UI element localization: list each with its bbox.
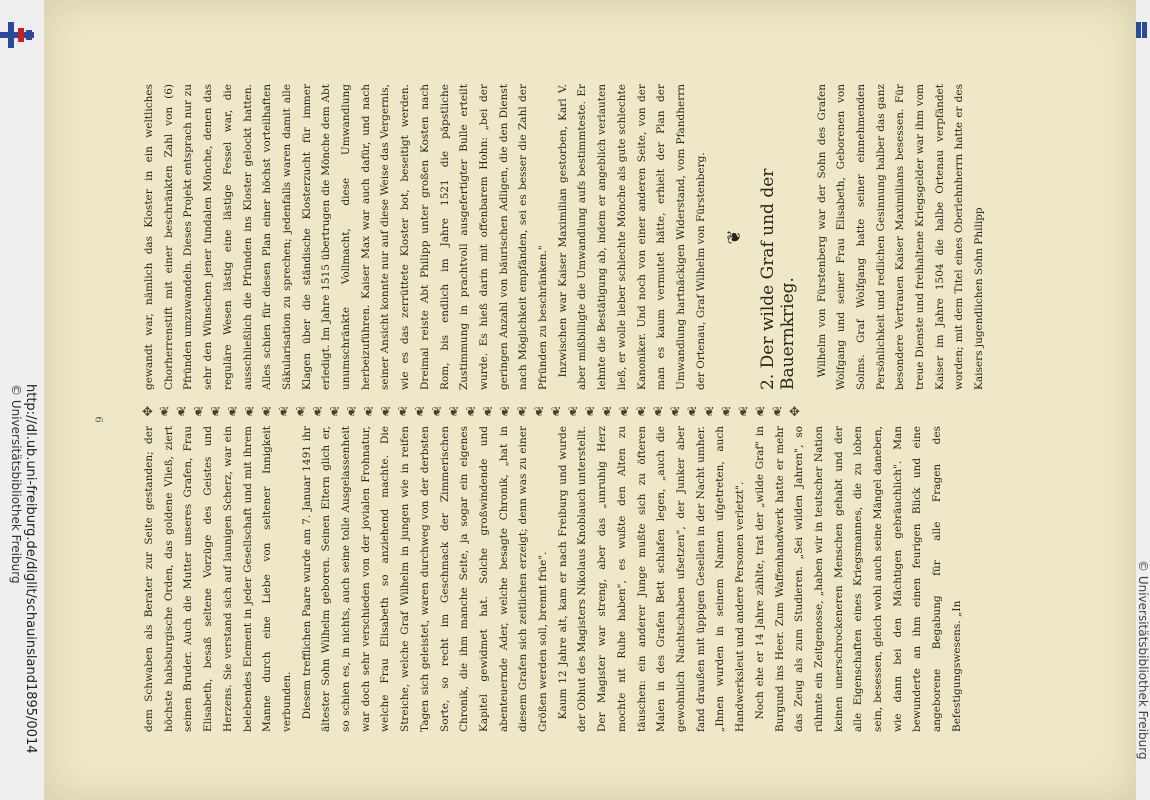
library-logo-icon xyxy=(0,20,34,50)
text-column-right xyxy=(140,426,968,732)
text-column-left xyxy=(140,84,990,390)
watermark-copyright: © Universitätsbibliothek Freiburg xyxy=(9,384,23,584)
ornamental-divider xyxy=(142,404,1027,420)
paragraph: Inzwischen war Kaiser Maximilian gestorben, Karl V. aber mißbilligte die Umwandlung aufs bestimmteste. Er lehnte die Bestätigung ab, indem er angeblich verlauten ließ, er wolle lieber schlechte Mönche als gute schlechte Kanoniker. Und noch von einer anderen Seite, von der man es kaum vermutet hätte, erhielt der Plan der Umwandlung hartnäckigen Widerstand, vom Pfandherrn der Ortenau, Graf Wilhelm von Fürstenberg. xyxy=(556,84,707,390)
paragraph: Diesem trefflichen Paare wurde am 7. Januar 1491 ihr ältester Sohn Wilhelm geboren. Seinen Eltern glich er, so schien es, in nichts, auch seine tolle Ausgelassenheit war doch sehr verschieden von der jovialen Frohnatur, welche Frau Elisabeth so anziehend machte. Die Streiche, welche Graf Wilhelm in jungen wie in reifen Tagen sich geleistet, waren durchweg von der derbsten Sorte, so recht im Geschmack der Zimmerischen Chronik, die ihm manche Seite, ja sogar ein eigenes Kapitel gewidmet hat. Solche großwindende und abenteuernde Ader, welche besagte Chronik, „hat in diesem Grafen sich zeitlichen erzeigt; denn was zu einer Größen werden soll, brennt früe". xyxy=(300,426,550,732)
watermark-url: http://dl.ub.uni-freiburg.de/diglit/schauinsland1895/0014 xyxy=(23,384,38,754)
paragraph: dem Schwaben als Berater zur Seite gestanden; der höchste habsburgische Orden, das goldene Vließ, ziert seinen Bruder. Auch die Mutter unseres Grafen, Frau Elisabeth, besaß seltene Vorzüge des Geistes und Herzens. Sie verstand sich auf launigen Scherz, war ein belebendes Element in jeder Gesellschaft und mit ihrem Manne durch eine Liebe von seltener Innigkeit verbunden. xyxy=(143,426,293,732)
page-number: 6 xyxy=(92,416,104,423)
section-heading: 2. Der wilde Graf und der Bauernkrieg. xyxy=(758,168,798,390)
paragraph: gewandt war, nämlich das Kloster in ein weltliches Chorherrenstift mit einer beschränkten Zahl von (6) Pfründen umzuwandeln. Dieses Projekt entsprach nur zu sehr den Wünschen jener fundalen Mönche, denen das reguläre Wesen lästig eine lästige Fessel war, die ausschließlich die Pfründen ins Kloster gelockt hatten. Alles schien für diesen Plan einer höchst vorteilhaften Säkularisation zu sprechen; jedenfalls waren damit alle Klagen über die ständische Klosterzucht für immer erledigt. Im Jahre 1515 übertrugen die Mönche dem Abt unumschränkte Vollmacht, diese Umwandlung herbeizuführen. Kaiser Max war auch dafür, und nach seiner Ansicht konnte nur auf diese Weise das Vergernis, wie es das zerrüttete Kloster bot, beseitigt werden. Dreimal reiste Abt Philipp unter großen Kosten nach Rom, bis endlich im Jahre 1521 die päpstliche Zustimmung in prachtvoll ausgefertigter Bulle erteilt wurde. Es hieß darin mit offenbarem Hohn: „bei der geringen Anzahl von bäurischen Adligen, die den Dienst nach Möglichkeit empfänden, sei es besser die Zahl der Pfründen zu beschränken." xyxy=(143,84,550,390)
page-left-area xyxy=(140,84,1010,390)
watermark-right-text: © Universitätsbibliothek Freiburg xyxy=(1136,560,1150,760)
page-right-area xyxy=(140,426,1010,732)
watermark-right xyxy=(1136,560,1150,800)
paragraph: Wilhelm von Fürstenberg war der Sohn des Grafen Wolfgang und seiner Frau Elisabeth, Geborenen von Solms. Graf Wolfgang hatte seiner einnehmenden Persönlichkeit und redlichen Gesinnung halber das ganz besondere Vertrauen Kaiser Maximilians besessen. Für treue Dienste und freihaltene Kriegsgelder war ihm vom Kaiser im Jahre 1504 die halbe Ortenau verpfändet worden; mit dem Titel eines Oberlehnherrn hatte er des Kaisers jugendlichen Sohn Philipp xyxy=(815,84,986,390)
library-logo-icon-right xyxy=(1136,20,1148,42)
ornament-icon: ❦ xyxy=(724,229,746,245)
watermark-left xyxy=(8,384,38,794)
paragraph: Noch ehe er 14 Jahre zählte, trat der „wilde Graf" in Burgund ins Heer. Zum Waffenhandwerk hatte er mehr das Zeug als zum Studieren. „Sei wilden Jahren", so rühmte ein Zeitgenosse, „haben wir in teutscher Nation keinen unerschrockeneren Menschen gehabt und der alle Eigenschaften eines Kriegsmannes, die zu loben sein, besessen, gleich wohl auch seine Mängel daneben, wie dann bei den Mächtigen gebräuchlich". Man bewunderte an ihm einen feurigen Blick und eine angeborene Begabung für alle Fragen des Befestigungswesens. „In xyxy=(753,426,963,732)
divider-ornament-icon: ✥ ❦ ❦ ❦ ❦ ❦ ❦ ❦ ❦ ❦ ❦ ❦ ❦ ❦ ❦ ❦ ❦ ❦ ❦ ❦ ❦ ❦ ❦ ❦ ❦ ❦ ❦ ❦ ❦ ❦ ❦ ❦ ❦ ❦ ❦ ❦ ❦ ❦ ✥ xyxy=(142,404,801,420)
paragraph: Kaum 12 Jahre alt, kam er nach Freiburg und wurde der Obhut des Magisters Nikolaus Knoblauch unterstellt. Der Magister war streng, aber das „unruhig Herz mochte nit Ruhe haben", es wußte den Alten zu täuschen: ein anderer Junge mußte sich zu öfteren Malen in des Grafen Bett schlafen legen, „auch die gewohnlich Nachtschaben ufsetzen", der Junker aber fand draußen mit üppigen Gesellen in der Nacht umher. „Ihnen wurden in seinem Namen ufgetreten, auch Handwerksleut und andere Personen verletzt". xyxy=(556,426,747,732)
